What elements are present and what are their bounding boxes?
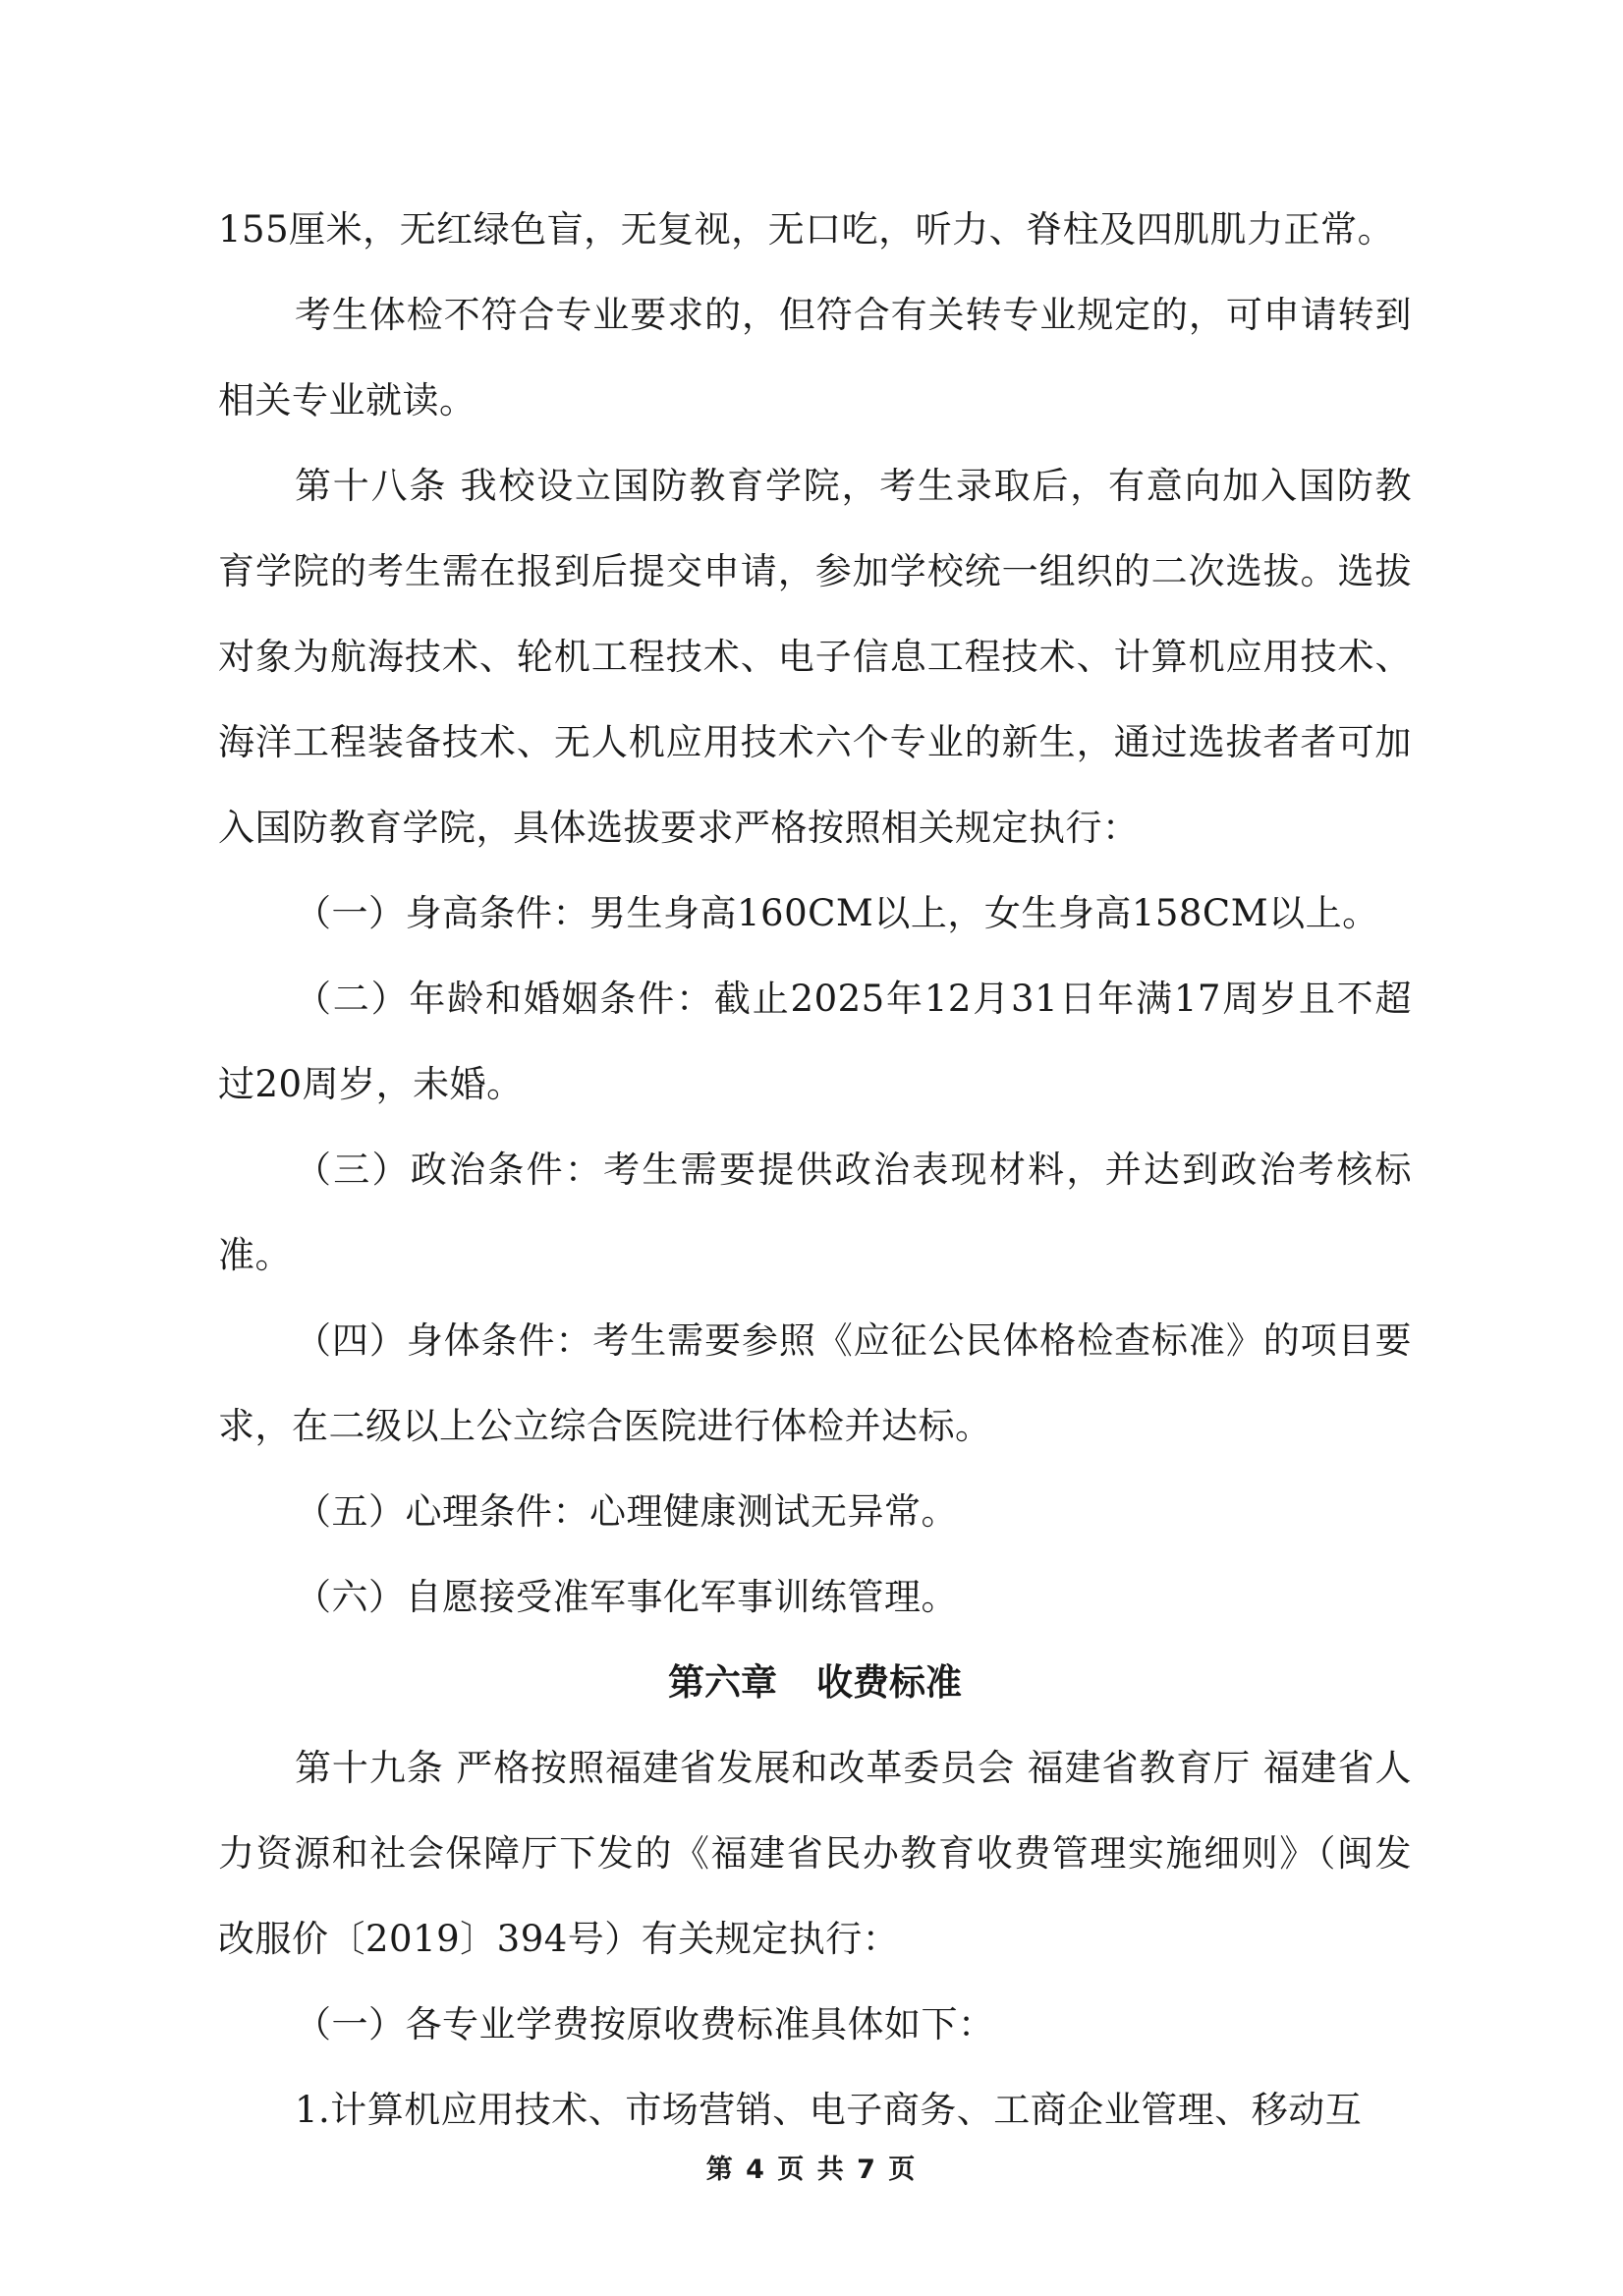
paragraph-psychological-condition: （五）心理条件：心理健康测试无异常。	[295, 1490, 958, 1533]
paragraph-height-condition: （一）身高条件：男生身高160CM以上，女生身高158CM以上。	[295, 892, 1379, 934]
paragraph-article-19: 第十九条 严格按照福建省发展和改革委员会 福建省教育厅 福建省人力资源和社会保障厅下发的《福建省民办教育收费管理实施细则》（闽发改服价〔2019〕394号）有关规定执行：	[218, 1747, 1412, 1960]
paragraph-military-training: （六）自愿接受准军事化军事训练管理。	[295, 1576, 958, 1618]
paragraph-transfer-major: 考生体检不符合专业要求的，但符合有关转专业规定的，可申请转到相关专业就读。	[218, 294, 1412, 421]
chapter-number: 第六章	[668, 1661, 777, 1704]
chapter-heading	[218, 1640, 1412, 1725]
page-number-footer: 第 4 页 共 7 页	[705, 2155, 918, 2185]
paragraph-tuition-item-1: 1.计算机应用技术、市场营销、电子商务、工商企业管理、移动互	[295, 2089, 1363, 2131]
chapter-title: 收费标准	[816, 1661, 962, 1704]
paragraph-political-condition: （三）政治条件：考生需要提供政治表现材料，并达到政治考核标准。	[218, 1148, 1412, 1276]
paragraph-physical-condition: （四）身体条件：考生需要参照《应征公民体格检查标准》的项目要求，在二级以上公立综合医院进行体检并达标。	[218, 1319, 1412, 1447]
paragraph-article-18: 第十八条 我校设立国防教育学院，考生录取后，有意向加入国防教育学院的考生需在报到后提交申请，参加学校统一组织的二次选拔。选拔对象为航海技术、轮机工程技术、电子信息工程技术、计算机应用技术、海洋工程装备技术、无人机应用技术六个专业的新生，通过选拔者者可加入国防教育学院，具体选拔要求严格按照相关规定执行：	[218, 465, 1412, 849]
paragraph-physical-requirements-end: 155厘米，无红绿色盲，无复视，无口吃，听力、脊柱及四肌肌力正常。	[218, 208, 1395, 251]
paragraph-age-marriage-condition: （二）年龄和婚姻条件：截止2025年12月31日年满17周岁且不超过20周岁，未婚。	[218, 978, 1412, 1105]
document-body	[218, 187, 1412, 2153]
paragraph-tuition-list-intro: （一）各专业学费按原收费标准具体如下：	[295, 2003, 995, 2045]
